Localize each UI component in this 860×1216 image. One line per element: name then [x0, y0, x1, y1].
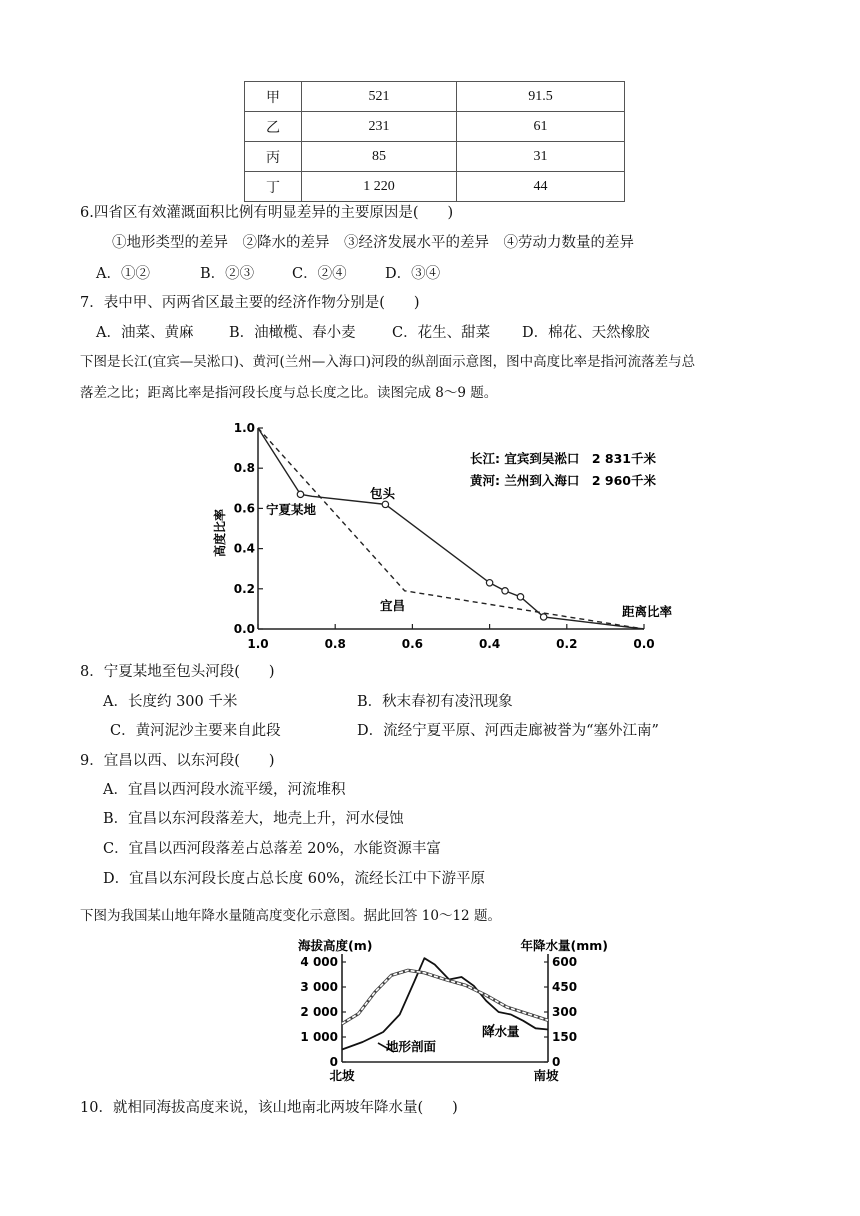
series-marker [382, 501, 388, 507]
table-cell: 91.5 [457, 82, 625, 112]
table-row [245, 82, 625, 112]
y-axis-title: 高度比率 [213, 508, 227, 558]
annotation-yichang: 宜昌 [380, 598, 406, 613]
q8-stem: 8．宁夏某地至包头河段( ) [80, 664, 275, 680]
table-cell: 85 [302, 142, 457, 172]
q8-option-c: C．黄河泥沙主要来自此段 [110, 723, 281, 739]
q6-items: ①地形类型的差异 ②降水的差异 ③经济发展水平的差异 ④劳动力数量的差异 [112, 235, 634, 251]
q7-option-d: D．棉花、天然橡胶 [522, 325, 650, 341]
series-marker [540, 614, 546, 620]
x-axis-title: 距离比率 [621, 604, 672, 619]
right-tick-label: 600 [552, 955, 578, 969]
north-slope-label: 北坡 [329, 1068, 355, 1083]
river-profile-chart [208, 418, 684, 654]
south-slope-label: 南坡 [533, 1068, 559, 1083]
y-tick-label: 0.0 [233, 622, 255, 636]
y-tick-label: 0.4 [233, 541, 255, 556]
table-row [245, 142, 625, 172]
left-tick-label: 4 000 [300, 955, 338, 969]
right-tick-label: 450 [552, 980, 578, 994]
table-cell: 1 220 [302, 172, 457, 202]
chart1-labels [212, 421, 672, 651]
q7-option-a: A．油菜、黄麻 [96, 325, 194, 341]
table-cell: 521 [302, 82, 457, 112]
mountain-precipitation-chart [294, 934, 612, 1084]
x-tick-label: 0.0 [633, 637, 655, 651]
y-tick-label: 0.6 [233, 501, 255, 516]
legend-changjiang: 长江: 宜宾到吴淞口 2 831千米 [470, 451, 656, 466]
q9-option-b: B．宜昌以东河段落差大，地壳上升，河水侵蚀 [103, 811, 404, 827]
q8-option-a: A．长度约 300 千米 [103, 694, 238, 710]
q6-option-c: C．②④ [292, 266, 347, 282]
right-tick-label: 150 [552, 1030, 578, 1044]
q7-option-b: B．油橄榄、春小麦 [229, 325, 356, 341]
table-cell: 乙 [245, 112, 302, 142]
table-cell: 31 [457, 142, 625, 172]
series-line-降水量-outline [342, 970, 548, 1023]
q7-option-c: C．花生、甜菜 [392, 325, 491, 341]
series-marker [297, 491, 303, 497]
left-tick-label: 1 000 [300, 1030, 338, 1044]
left-tick-label: 2 000 [300, 1005, 338, 1019]
right-tick-label: 300 [552, 1005, 578, 1019]
terrain-label: 地形剖面 [386, 1039, 437, 1054]
right-axis-title: 年降水量(mm) [520, 938, 608, 953]
q9-option-a: A．宜昌以西河段水流平缓，河流堆积 [103, 782, 346, 798]
series-marker [486, 580, 492, 586]
table-row [245, 112, 625, 142]
q9-option-c: C．宜昌以西河段落差占总落差 20%，水能资源丰富 [103, 841, 441, 857]
q6-option-a: A．①② [96, 266, 150, 282]
x-tick-label: 0.4 [478, 637, 501, 651]
table-cell: 231 [302, 112, 457, 142]
y-tick-label: 1.0 [233, 421, 255, 435]
table-cell: 丁 [245, 172, 302, 202]
data-table [244, 81, 625, 202]
table-row [245, 172, 625, 202]
annotation-baotou: 包头 [370, 486, 396, 501]
x-tick-label: 0.6 [401, 637, 424, 651]
annotation-ningxia: 宁夏某地 [266, 502, 317, 517]
x-tick-label: 0.2 [556, 637, 578, 651]
table-cell: 丙 [245, 142, 302, 172]
chart2-axes [342, 954, 548, 1062]
left-tick-label: 3 000 [300, 980, 338, 994]
q10-stem: 10．就相同海拔高度来说，该山地南北两坡年降水量( ) [80, 1100, 458, 1116]
intro-8-9-line2: 落差之比；距离比率是指河段长度与总长度之比。读图完成 8～9 题。 [80, 385, 498, 401]
intro-10-12: 下图为我国某山地年降水量随高度变化示意图。据此回答 10～12 题。 [80, 908, 501, 924]
q9-stem: 9．宜昌以西、以东河段( ) [80, 753, 275, 769]
table-cell: 甲 [245, 82, 302, 112]
left-axis-title: 海拔高度(m) [298, 938, 373, 953]
y-tick-label: 0.2 [233, 581, 255, 596]
q6-option-b: B．②③ [200, 266, 255, 282]
series-marker [517, 594, 523, 600]
q6-stem: 6.四省区有效灌溉面积比例有明显差异的主要原因是( ) [80, 205, 454, 221]
table-cell: 44 [457, 172, 625, 202]
precipitation-label: 降水量 [482, 1024, 520, 1039]
series-marker [502, 588, 508, 594]
table-cell: 61 [457, 112, 625, 142]
q9-option-d: D．宜昌以东河段长度占总长度 60%，流经长江中下游平原 [103, 871, 485, 887]
x-tick-label: 1.0 [247, 637, 269, 651]
q8-option-b: B．秋末春初有凌汛现象 [357, 694, 513, 710]
legend-huanghe: 黄河: 兰州到入海口 2 960千米 [470, 473, 656, 488]
x-tick-label: 0.8 [324, 637, 346, 651]
intro-8-9-line1: 下图是长江(宜宾—吴淞口)、黄河(兰州—入海口)河段的纵剖面示意图，图中高度比率是指河流落差与总 [80, 354, 696, 370]
q7-stem: 7．表中甲、丙两省区最主要的经济作物分别是( ) [80, 295, 420, 311]
right-tick-label: 0 [552, 1055, 561, 1069]
q6-option-d: D．③④ [385, 266, 441, 282]
y-tick-label: 0.8 [233, 461, 255, 476]
left-tick-label: 0 [329, 1055, 338, 1069]
q8-option-d: D．流经宁夏平原、河西走廊被誉为“塞外江南” [357, 723, 659, 739]
